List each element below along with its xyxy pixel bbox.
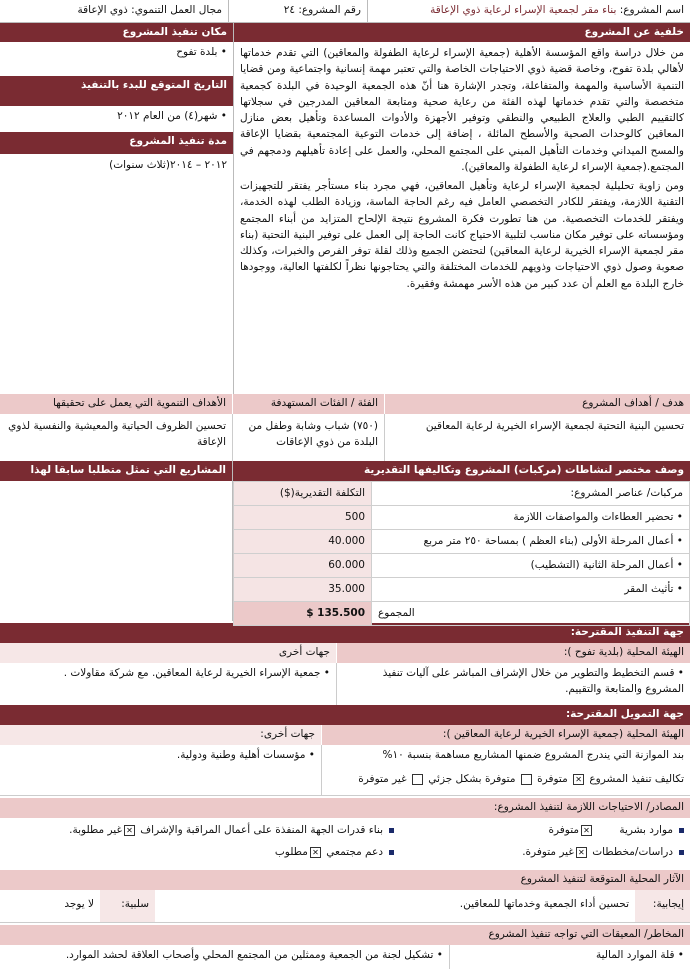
resource-capacity <box>0 822 400 844</box>
cost-total-label: المجموع <box>372 602 690 626</box>
costs-label: تكاليف تنفيذ المشروع <box>589 773 684 785</box>
impact-negative-label: سلبية: <box>100 890 155 922</box>
cost-row <box>234 554 690 578</box>
impact-negative-value: لا يوجد <box>64 898 94 910</box>
fund-local-value: بند الموازنة التي يندرج المشروع ضمنها المشاريع مساهمة بنسبة ١٠% <box>382 749 684 761</box>
impact-positive-value: تحسين أداء الجمعية وخدماتها للمعاقين. <box>459 898 629 910</box>
risks-title: المخاطر/ المعيقات التي تواجه تنفيذ المشروع <box>0 925 690 945</box>
cost-value: 60.000 <box>234 554 372 578</box>
resource-studies <box>400 844 690 870</box>
bullet-square-icon <box>679 850 684 855</box>
location-value: • بلدة تفوح <box>0 42 233 76</box>
resource-studies-status-label: غير متوفرة. <box>522 846 574 858</box>
impact-title: الآثار المحلية المتوقعة لتنفيذ المشروع <box>0 870 690 890</box>
background-section <box>0 23 690 394</box>
resources-row-1 <box>0 818 690 844</box>
cost-col-items: مركبات/ عناصر المشروع: <box>372 482 690 506</box>
activities-section <box>0 461 690 621</box>
goals-target-value: (٧٥٠) شباب وشابة وطفل من البلدة من ذوي الإعاقات <box>233 414 385 461</box>
resource-community-status-label: مطلوب <box>274 846 308 858</box>
duration-value: ٢٠١٢ – ٢٠١٤(ثلاث سنوات) <box>109 159 227 171</box>
checkbox-unavailable[interactable] <box>412 774 423 785</box>
goals-dev-value: تحسين الظروف الحياتية والمعيشية والنفسية لذوي الإعاقة <box>0 414 233 461</box>
funding-header <box>0 725 690 745</box>
risks-row <box>0 945 690 969</box>
activities-panel <box>233 461 690 621</box>
cost-value: 40.000 <box>234 530 372 554</box>
funding-costs-row <box>0 767 690 796</box>
cost-item: • أعمال المرحلة الثانية (التشطيب) <box>372 554 690 578</box>
cost-total-value: 135.500 $ <box>234 602 372 626</box>
start-date-value: • شهر(٤) من العام ٢٠١٢ <box>0 106 233 132</box>
cost-value: 35.000 <box>234 578 372 602</box>
fund-other-label: جهات أخرى: <box>0 725 322 745</box>
checkbox-capacity-not-required[interactable]: ✕ <box>124 825 135 836</box>
costs-opt-partial: متوفرة بشكل جزئي <box>428 773 516 785</box>
goals-header <box>0 394 690 414</box>
bullet-square-icon <box>389 828 394 833</box>
cost-total-row <box>234 602 690 626</box>
goals-col-objective: هدف / أهداف المشروع <box>582 397 684 409</box>
cost-table <box>233 481 690 626</box>
risk-item: • قلة الموارد المالية <box>450 945 690 969</box>
location-title: مكان تنفيذ المشروع <box>0 23 233 42</box>
resource-human-label: موارد بشرية <box>619 824 673 836</box>
cost-row <box>234 530 690 554</box>
cost-item: • تحضير العطاءات والمواصفات اللازمة <box>372 506 690 530</box>
impl-local-label: الهيئة المحلية (بلدية تفوح ): <box>337 643 690 663</box>
checkbox-partial[interactable] <box>521 774 532 785</box>
implementation-title: جهة التنفيذ المقترحة: <box>0 623 690 643</box>
prerequisites-panel <box>0 461 233 621</box>
resource-human-status-label: متوفرة <box>548 824 579 836</box>
impact-row <box>0 890 690 923</box>
activities-title: وصف مختصر لنشاطات (مركبات) المشروع وتكاليفها التقديرية <box>233 461 690 481</box>
checkbox-community-required[interactable]: ✕ <box>310 847 321 858</box>
goals-col-target: الفئة / الفئات المستهدفة <box>233 394 385 414</box>
resource-human <box>600 822 690 844</box>
checkbox-studies-unavailable[interactable]: ✕ <box>576 847 587 858</box>
fund-local-label: الهيئة المحلية (جمعية الإسراء الخيرية لرعاية المعاقين ): <box>322 725 690 745</box>
risk-mitigation: • تشكيل لجنة من الجمعية وممثلين من المجتمع المحلي وأصحاب العلاقة لحشد الموارد. <box>0 945 450 969</box>
goals-objective-value: تحسين البنية التحتية لجمعية الإسراء الخيرية لرعاية المعاقين <box>425 420 684 432</box>
checkbox-human-available[interactable]: ✕ <box>581 825 592 836</box>
cost-row <box>234 578 690 602</box>
impl-other-value: • جمعية الإسراء الخيرية لرعاية المعاقين. مع شركة مقاولات . <box>0 663 337 705</box>
bullet-square-icon <box>679 828 684 833</box>
funding-costs-empty <box>0 767 322 795</box>
cost-item: • أعمال المرحلة الأولى (بناء العظم ) بمساحة ٢٥٠ متر مربع <box>372 530 690 554</box>
project-number: رقم المشروع: ٢٤ <box>228 0 368 22</box>
header-row <box>0 0 690 23</box>
costs-opt-unavailable: غير متوفرة <box>358 773 407 785</box>
project-name <box>368 0 690 22</box>
costs-opt-available: متوفرة <box>537 773 568 785</box>
goals-values <box>0 414 690 461</box>
funding-title: جهة التمويل المقترحة: <box>0 705 690 725</box>
duration-title: مدة تنفيذ المشروع <box>0 132 233 154</box>
funding-values <box>0 745 690 767</box>
resources-title: المصادر/ الاحتياجات اللازمة لتنفيذ المشروع: <box>0 798 690 818</box>
impact-positive-label: إيجابية: <box>635 890 690 922</box>
background-panel <box>233 23 690 394</box>
resource-studies-label: دراسات/مخططات <box>592 846 673 858</box>
background-title: خلفية عن المشروع <box>234 23 690 42</box>
fund-other-value: • مؤسسات أهلية وطنية ودولية. <box>0 745 322 767</box>
project-name-label: اسم المشروع: <box>619 4 684 16</box>
prerequisites-title: المشاريع التي تمثل متطلبا سابقا لهذا المشروع: <box>0 461 232 481</box>
checkbox-available[interactable]: ✕ <box>573 774 584 785</box>
resource-capacity-status-label: غير مطلوبة. <box>69 824 122 836</box>
bullet-square-icon <box>389 850 394 855</box>
goals-col-dev: الأهداف التنموية التي يعمل على تحقيقها <box>0 394 233 414</box>
background-paragraph-1: من خلال دراسة واقع المؤسسة الأهلية (جمعية الإسراء لرعاية الطفولة والمعاقين) التي تقدم خدماتها لأهالي بلدة تفوح، وخاصة قضية ذوي الاحتياجات الخاصة والتي تعتبر مهمة إنسانية واجتماعية ومن قضايا التنمية الأساسية والمهمة والمتفاعلة، وتجدر الإشارة هنا أنّ هذه الجمعية الوحيدة في البلدة كجمعية متخصصة والتي تقدم خدماتها لهذه الفئة من رعاية صحية ومتابعة المعاقين المدرجين في سجلاتها كالتقييم الطبي والعلاج الطبيعي والنطقي وتوفير الأجهزة والأدوات المساعدة وتأهيل بعض منازل المعاقين كالوحدات الصحية والأسطح المائلة ، إضافة إلى خدمات التوعية المجتمعية بقضايا الإعاقة والمسح الميداني وخدمات التأهيل المبني على المجتمع المحلي، والعمل على إعادة تأهيلهم ودمجهم في المجتمع.(جمعية الإسراء لرعاية الطفولة والمعاقين). <box>240 47 684 173</box>
implementation-values <box>0 663 690 705</box>
impl-local-value: • قسم التخطيط والتطوير من خلال الإشراف المباشر على آليات تنفيذ المشروع والمتابعة والتقييم. <box>337 663 690 705</box>
cost-row <box>234 506 690 530</box>
implementation-header <box>0 643 690 663</box>
cost-item: • تأثيث المقر <box>372 578 690 602</box>
start-date-title: التاريخ المتوقع للبدء بالتنفيذ <box>0 76 233 106</box>
resource-human-status <box>400 822 600 844</box>
project-name-value: بناء مقر لجمعية الإسراء لرعاية ذوي الإعاقة <box>430 4 617 16</box>
resource-community-label: دعم مجتمعي <box>326 846 383 858</box>
resource-community <box>0 844 400 870</box>
resource-capacity-label: بناء قدرات الجهة المنفذة على أعمال المراقبة والإشراف <box>140 824 383 836</box>
resources-row-2 <box>0 844 690 870</box>
side-panel <box>0 23 233 394</box>
impl-other-label: جهات أخرى <box>0 643 337 663</box>
cost-value: 500 <box>234 506 372 530</box>
funding-costs <box>322 767 690 795</box>
background-paragraph-2: ومن زاوية تحليلية لجمعية الإسراء لرعاية وتأهيل المعاقين، فهي مجرد بناء مستأجر يفتقر للتجهيزات التقنية اللازمة، ويفتقر للكادر التخصصي العامل فيه رغم الحاجة الماسة، وزيادة الطلب لهذه الخدمة، ويفتقر للخدمات التخصصية. من هنا تطورت فكرة المشروع نتيجة الإلحاح المتزايد من أبناء المجتمع ومؤسساته على توفير مكان مناسب لتلبية الاحتياج كانت الحاجة إلى العمل على توفير البنية التحتية (بناء مقر لجمعية الإسراء الخيرية لرعاية المعاقين) لتحتضن الجميع وذلك لقلة توفر الفرص والخبرات، وكذلك صعوبة وصول ذوي الاحتياجات وذويهم للخدمات المختلفة والتي يحتاجونها نظراً لكلفتها العالية، ووجودها خارج البلدة مع العلم أن عدد كبير من هذه الأسر مهمشة وفقيرة. <box>240 180 684 290</box>
cost-header-row <box>234 482 690 506</box>
cost-col-cost: التكلفة التقديرية($) <box>234 482 372 506</box>
project-domain: مجال العمل التنموي: ذوي الإعاقة <box>77 4 222 16</box>
